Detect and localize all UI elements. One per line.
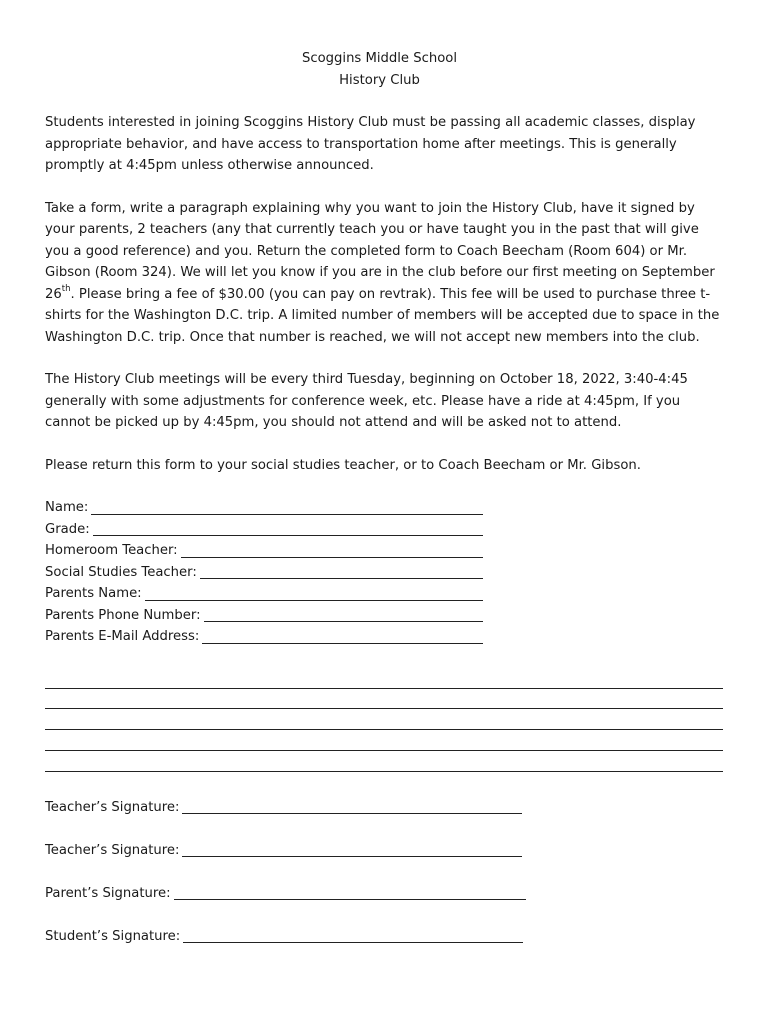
name-label: Name: — [45, 500, 89, 515]
homeroom-teacher-line[interactable] — [181, 557, 483, 558]
teacher-signature-2-label: Teacher’s Signature: — [45, 842, 180, 858]
date-ordinal-suffix: th — [61, 284, 71, 295]
parent-signature[interactable] — [45, 883, 725, 905]
parents-phone-label: Parents Phone Number: — [45, 607, 201, 623]
writing-line[interactable] — [45, 730, 723, 751]
name-field[interactable] — [45, 497, 483, 519]
paragraph-writing-area[interactable] — [45, 684, 723, 772]
name-line[interactable] — [91, 514, 483, 515]
return-paragraph: Please return this form to your social studies teacher, or to Coach Beecham or Mr. Gibson. — [45, 457, 641, 473]
instructions-text-1: Take a form, write a paragraph explaining why you want to join the History Club, have it signed by your parents, 2 teachers (any that currently teach you or have taught you in the past that will give you a good reference) and you. Return the completed form to Coach Beecham (Room 604) or Mr. Gibson (Room 324). We will let you know if you are in the club before our first meeting on September 26 — [45, 200, 715, 302]
student-signature-label: Student’s Signature: — [45, 928, 181, 944]
social-studies-teacher-field[interactable] — [45, 562, 483, 584]
instructions-text-2: . Please bring a fee of $30.00 (you can pay on revtrak). This fee will be used to purchase three t-shirts for the Washington D.C. trip. A limited number of members will be accepted due to space in the Washington D.C. trip. Once that number is reached, we will not accept new members into the club. — [45, 286, 720, 345]
teacher-signature-2-line[interactable] — [182, 856, 522, 857]
parents-name-label: Parents Name: — [45, 586, 142, 601]
parent-signature-label: Parent’s Signature: — [45, 885, 171, 901]
teacher-signature-2[interactable] — [45, 840, 725, 862]
meetings-paragraph: The History Club meetings will be every third Tuesday, beginning on October 18, 2022, 3:40-4:45 generally with some adjustments for conference week, etc. Please have a ride at 4:45pm, If you cannot be picked up by 4:45pm, you should not attend and will be asked not to attend. — [45, 372, 688, 430]
signature-block — [45, 797, 725, 948]
writing-line[interactable] — [45, 751, 723, 772]
parents-phone-line[interactable] — [204, 621, 483, 622]
teacher-signature-1[interactable] — [45, 797, 725, 819]
teacher-signature-1-line[interactable] — [182, 813, 522, 814]
social-studies-teacher-label: Social Studies Teacher: — [45, 564, 197, 580]
student-signature-line[interactable] — [183, 942, 523, 943]
parents-name-field[interactable] — [45, 583, 483, 605]
homeroom-teacher-label: Homeroom Teacher: — [45, 543, 178, 558]
student-signature[interactable] — [45, 926, 725, 948]
teacher-signature-1-label: Teacher’s Signature: — [45, 799, 180, 815]
parents-email-line[interactable] — [202, 643, 483, 644]
info-fields — [45, 497, 725, 648]
eligibility-paragraph: Students interested in joining Scoggins History Club must be passing all academic classes, display appropriate behavior, and have access to transportation home after meetings. This is generally promptly at 4:45pm unless otherwise announced. — [45, 115, 696, 173]
parents-phone-field[interactable] — [45, 605, 483, 627]
club-name: History Club — [339, 72, 420, 88]
homeroom-teacher-field[interactable] — [45, 540, 483, 562]
parent-signature-line[interactable] — [174, 899, 526, 900]
parents-email-label: Parents E-Mail Address: — [45, 629, 200, 644]
writing-line[interactable] — [45, 709, 723, 730]
form-page — [45, 48, 725, 969]
parents-email-field[interactable] — [45, 626, 483, 648]
school-name: Scoggins Middle School — [301, 51, 458, 66]
writing-line[interactable] — [45, 689, 723, 710]
instructions-paragraph — [45, 198, 725, 349]
grade-field[interactable] — [45, 519, 483, 541]
social-studies-teacher-line[interactable] — [200, 578, 483, 579]
parents-name-line[interactable] — [145, 600, 483, 601]
grade-label: Grade: — [45, 521, 90, 537]
grade-line[interactable] — [93, 535, 483, 536]
title-block — [34, 48, 725, 91]
